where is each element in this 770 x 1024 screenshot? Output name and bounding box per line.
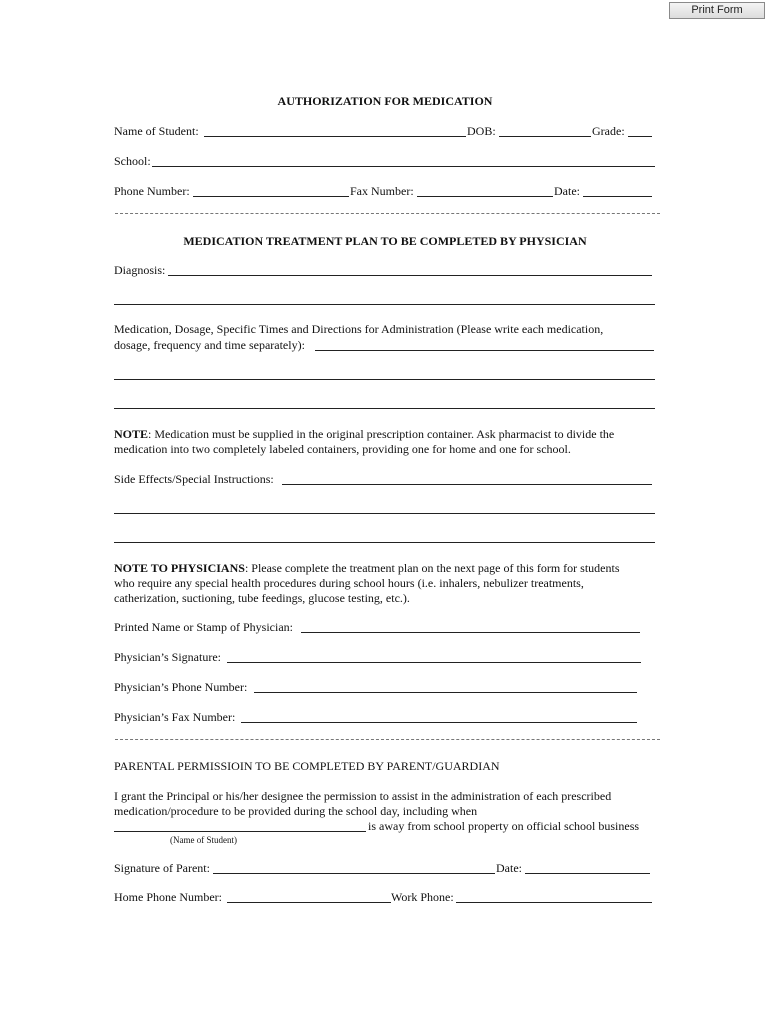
print-form-button[interactable]: Print Form: [669, 2, 765, 19]
medication-field-2[interactable]: [114, 379, 655, 380]
note-to-physicians-line2: who require any special health procedures during school hours (i.e. inhalers, nebulizer treatments,: [114, 576, 584, 590]
date-field[interactable]: [583, 196, 652, 197]
side-effects-field-2[interactable]: [114, 513, 655, 514]
physician-signature-label: Physician’s Signature:: [114, 650, 221, 664]
parent-signature-label: Signature of Parent:: [114, 861, 210, 875]
physician-signature-field[interactable]: [227, 662, 641, 663]
physician-fax-field[interactable]: [241, 722, 637, 723]
physician-fax-label: Physician’s Fax Number:: [114, 710, 236, 724]
section-divider-2: [115, 739, 660, 740]
physician-printed-name-field[interactable]: [301, 632, 640, 633]
supply-note-line2: medication into two completely labeled containers, providing one for home and one for school.: [114, 442, 571, 456]
form-title: AUTHORIZATION FOR MEDICATION: [277, 94, 493, 108]
parent-signature-field[interactable]: [213, 873, 495, 874]
parent-date-field[interactable]: [525, 873, 650, 874]
side-effects-label: Side Effects/Special Instructions:: [114, 472, 274, 486]
grant-text-line1: I grant the Principal or his/her designee the permission to assist in the administration of each prescribed: [114, 789, 612, 803]
work-phone-label: Work Phone:: [391, 890, 454, 904]
grant-text-line2: medication/procedure to be provided during the school day, including when: [114, 804, 478, 818]
physician-section-heading: MEDICATION TREATMENT PLAN TO BE COMPLETED BY PHYSICIAN: [183, 234, 587, 248]
physician-phone-label: Physician’s Phone Number:: [114, 680, 248, 694]
medication-instructions-label: dosage, frequency and time separately):: [114, 338, 305, 352]
note-to-physicians-line3: catherization, suctioning, tube feedings, glucose testing, etc.).: [114, 591, 410, 605]
school-label: School:: [114, 154, 151, 168]
fax-number-field[interactable]: [417, 196, 553, 197]
section-divider: [115, 213, 660, 214]
physician-phone-field[interactable]: [254, 692, 637, 693]
medication-field-3[interactable]: [114, 408, 655, 409]
note-to-physicians-bold: NOTE TO PHYSICIANS: [114, 561, 245, 575]
side-effects-field[interactable]: [282, 484, 652, 485]
date-label: Date:: [554, 184, 580, 198]
parent-student-name-field[interactable]: [114, 831, 366, 832]
diagnosis-field-2[interactable]: [114, 304, 655, 305]
side-effects-field-3[interactable]: [114, 542, 655, 543]
fax-number-label: Fax Number:: [350, 184, 414, 198]
parent-section-heading: PARENTAL PERMISSIOIN TO BE COMPLETED BY PARENT/GUARDIAN: [114, 759, 500, 773]
note-text: : Medication must be supplied in the original prescription container. Ask pharmacist to divide the: [148, 427, 615, 441]
home-phone-label: Home Phone Number:: [114, 890, 222, 904]
note-to-physicians-text: : Please complete the treatment plan on the next page of this form for students: [244, 561, 620, 575]
phone-number-label: Phone Number:: [114, 184, 190, 198]
medication-instructions-line1: Medication, Dosage, Specific Times and Directions for Administration (Please write each medication,: [114, 322, 604, 336]
diagnosis-field[interactable]: [168, 275, 652, 276]
dob-field[interactable]: [499, 136, 591, 137]
note-to-physicians-line1: [114, 561, 620, 575]
grade-field[interactable]: [628, 136, 652, 137]
student-name-label: Name of Student:: [114, 124, 199, 138]
student-name-caption: (Name of Student): [170, 835, 237, 845]
note-bold-label: NOTE: [114, 427, 149, 441]
grade-label: Grade:: [592, 124, 625, 138]
phone-number-field[interactable]: [193, 196, 349, 197]
home-phone-field[interactable]: [227, 902, 391, 903]
supply-note-line1: [114, 427, 614, 441]
physician-printed-name-label: Printed Name or Stamp of Physician:: [114, 620, 293, 634]
dob-label: DOB:: [467, 124, 496, 138]
medication-field[interactable]: [315, 350, 654, 351]
diagnosis-label: Diagnosis:: [114, 263, 166, 277]
work-phone-field[interactable]: [456, 902, 652, 903]
student-name-field[interactable]: [204, 136, 466, 137]
parent-date-label: Date:: [496, 861, 522, 875]
school-field[interactable]: [152, 166, 655, 167]
away-text: is away from school property on official school business: [368, 819, 640, 833]
